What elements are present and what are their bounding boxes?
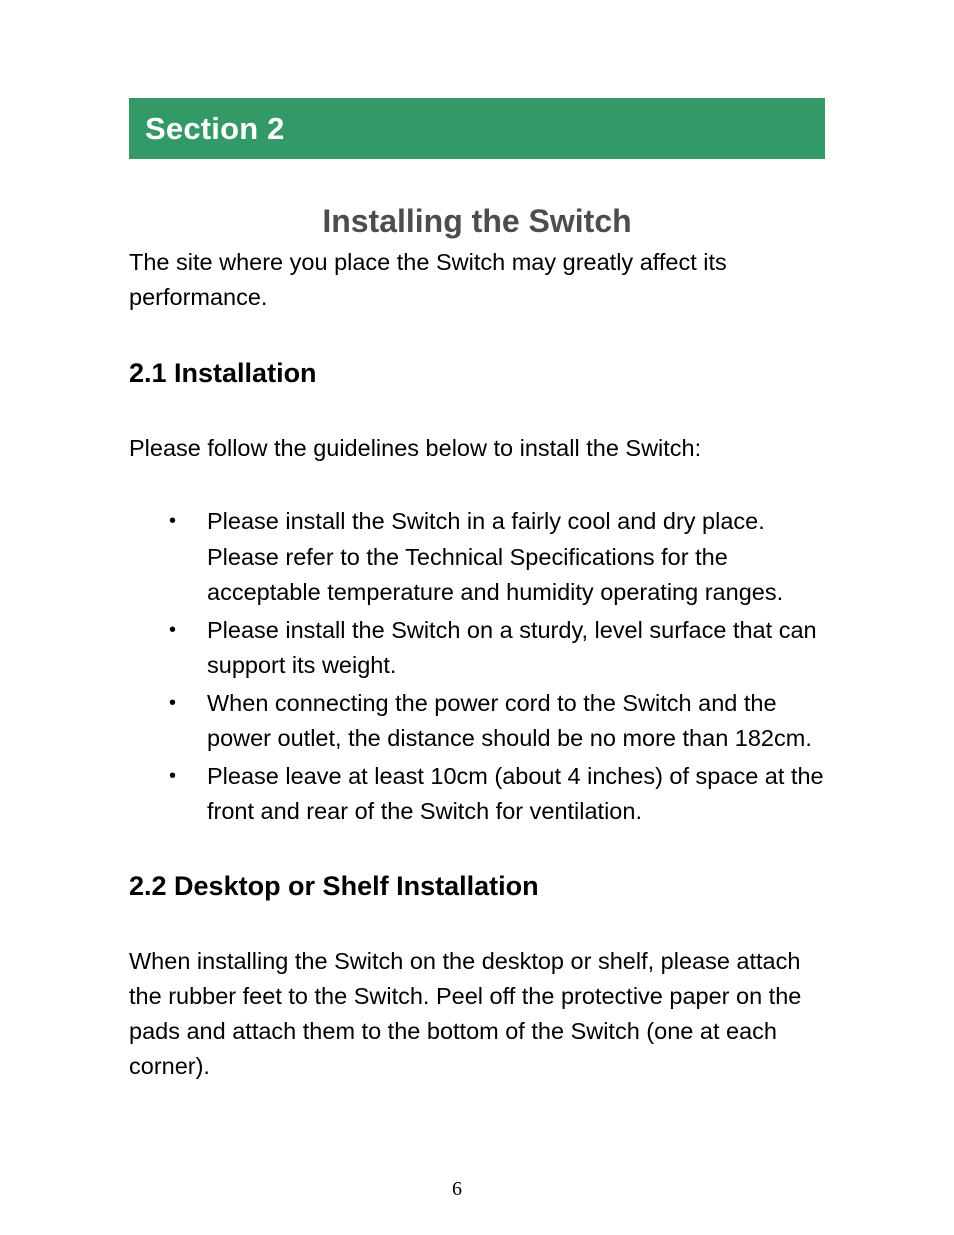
section-label: Section 2 — [145, 110, 285, 146]
bullet-icon: • — [169, 764, 177, 787]
guideline-list — [129, 504, 825, 830]
list-item — [129, 613, 825, 684]
installation-lead: Please follow the guidelines below to install the Switch: — [129, 435, 702, 461]
list-item-text: Please leave at least 10cm (about 4 inches) of space at the front and rear of the Switch for ventilation. — [207, 762, 824, 824]
desktop-heading: 2.2 Desktop or Shelf Installation — [129, 870, 539, 901]
list-item-text: Please install the Switch on a sturdy, level surface that can support its weight. — [207, 616, 817, 678]
list-item — [129, 686, 825, 757]
list-item — [129, 759, 825, 830]
list-item-text: When connecting the power cord to the Switch and the power outlet, the distance should be no more than 182cm. — [207, 689, 812, 751]
page-number: 6 — [452, 1178, 462, 1200]
list-item — [129, 504, 825, 611]
section-banner — [129, 98, 825, 159]
page-content — [129, 98, 825, 1084]
intro-paragraph: The site where you place the Switch may greatly affect its performance. — [129, 249, 727, 310]
list-item-text: Please install the Switch in a fairly cool and dry place. Please refer to the Technical Specifications for the acceptable temperature and humidity operating ranges. — [207, 508, 784, 605]
bullet-icon: • — [169, 618, 177, 641]
bullet-icon: • — [169, 510, 177, 532]
bullet-icon: • — [169, 691, 177, 714]
desktop-paragraph: When installing the Switch on the desktop or shelf, please attach the rubber feet to the Switch. Peel off the protective paper on the pads and attach them to the bottom of the Switch (one at each corner). — [129, 947, 802, 1079]
installation-heading: 2.1 Installation — [129, 358, 317, 388]
chapter-title: Installing the Switch — [322, 203, 632, 239]
